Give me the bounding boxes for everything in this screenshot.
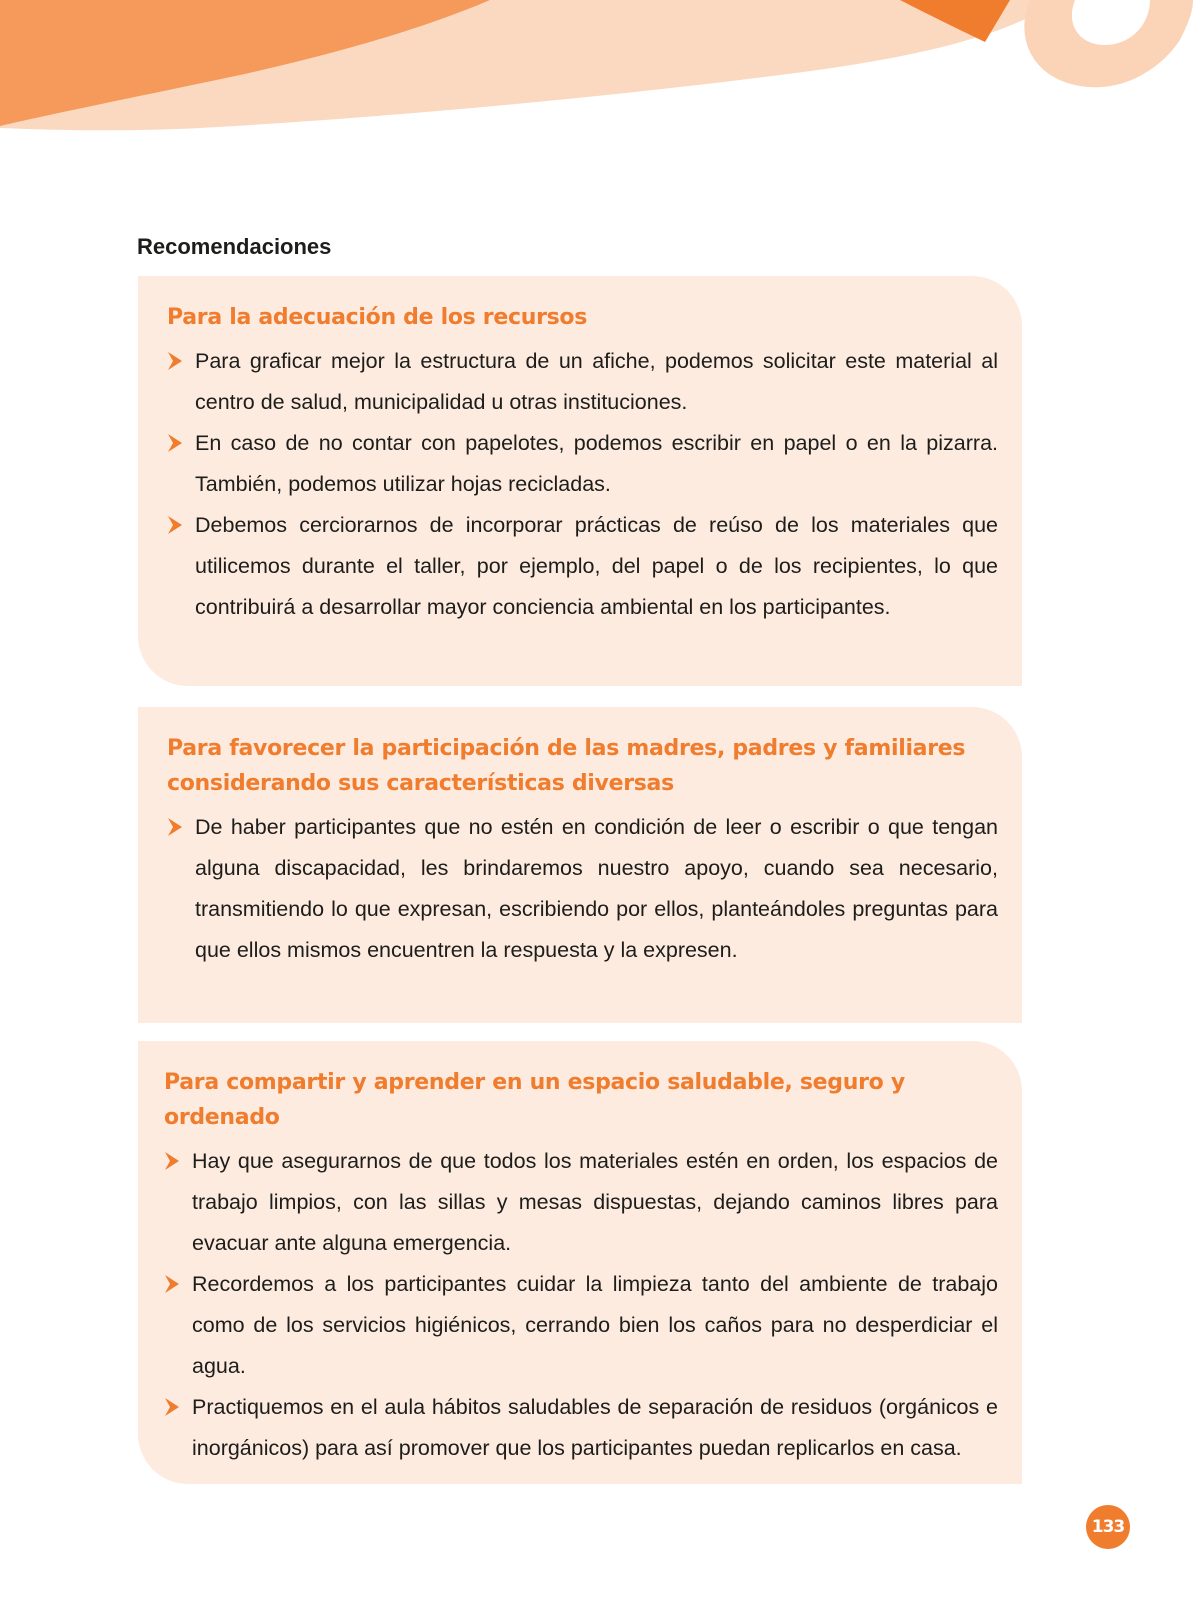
recommendation-card-participation <box>138 707 1022 1023</box>
card-title: Para la adecuación de los recursos <box>167 305 588 330</box>
bullet-list <box>167 341 998 628</box>
list-item <box>167 505 998 628</box>
header-decoration <box>0 0 1193 140</box>
header-swirl <box>1024 0 1193 87</box>
list-item-text: Para graficar mejor la estructura de un afiche, podemos solicitar este material al centro de salud, municipalidad u otras instituciones. <box>195 349 998 414</box>
chevron-right-icon <box>167 515 183 535</box>
page-number-badge: 133 <box>1086 1505 1130 1549</box>
card-title: Para favorecer la participación de las madres, padres y familiares considerando sus características diversas <box>167 736 966 796</box>
list-item <box>164 1264 998 1387</box>
list-item-text: De haber participantes que no estén en condición de leer o escribir o que tengan alguna discapacidad, les brindaremos nuestro apoyo, cuando sea necesario, transmitiendo lo que expresan, escribiendo por ellos, planteándoles preguntas para que ellos mismos encuentren la respuesta y la expresen. <box>195 815 998 962</box>
list-item <box>167 807 998 971</box>
bullet-list <box>164 1141 998 1469</box>
chevron-right-icon <box>167 351 183 371</box>
list-item <box>164 1387 998 1469</box>
chevron-right-icon <box>167 433 183 453</box>
section-heading: Recomendaciones <box>137 234 332 259</box>
chevron-right-icon <box>167 817 183 837</box>
bullet-list <box>167 807 998 971</box>
chevron-right-icon <box>164 1274 180 1294</box>
card-title: Para compartir y aprender en un espacio saludable, seguro y ordenado <box>164 1070 905 1130</box>
list-item-text: Debemos cerciorarnos de incorporar prácticas de reúso de los materiales que utilicemos durante el taller, por ejemplo, del papel o de los recipientes, lo que contribuirá a desarrollar mayor conciencia ambiental en los participantes. <box>195 513 998 619</box>
recommendation-card-healthy-space <box>138 1041 1022 1484</box>
list-item-text: Practiquemos en el aula hábitos saludables de separación de residuos (orgánicos e inorgánicos) para así promover que los participantes puedan replicarlos en casa. <box>192 1395 998 1460</box>
list-item <box>167 423 998 505</box>
recommendation-card-resources <box>138 276 1022 686</box>
list-item <box>167 341 998 423</box>
list-item-text: Recordemos a los participantes cuidar la limpieza tanto del ambiente de trabajo como de los servicios higiénicos, cerrando bien los caños para no desperdiciar el agua. <box>192 1272 998 1378</box>
list-item-text: Hay que asegurarnos de que todos los materiales estén en orden, los espacios de trabajo limpios, con las sillas y mesas dispuestas, dejando caminos libres para evacuar ante alguna emergencia. <box>192 1149 998 1255</box>
list-item <box>164 1141 998 1264</box>
chevron-right-icon <box>164 1397 180 1417</box>
list-item-text: En caso de no contar con papelotes, podemos escribir en papel o en la pizarra. También, podemos utilizar hojas recicladas. <box>195 431 998 496</box>
chevron-right-icon <box>164 1151 180 1171</box>
